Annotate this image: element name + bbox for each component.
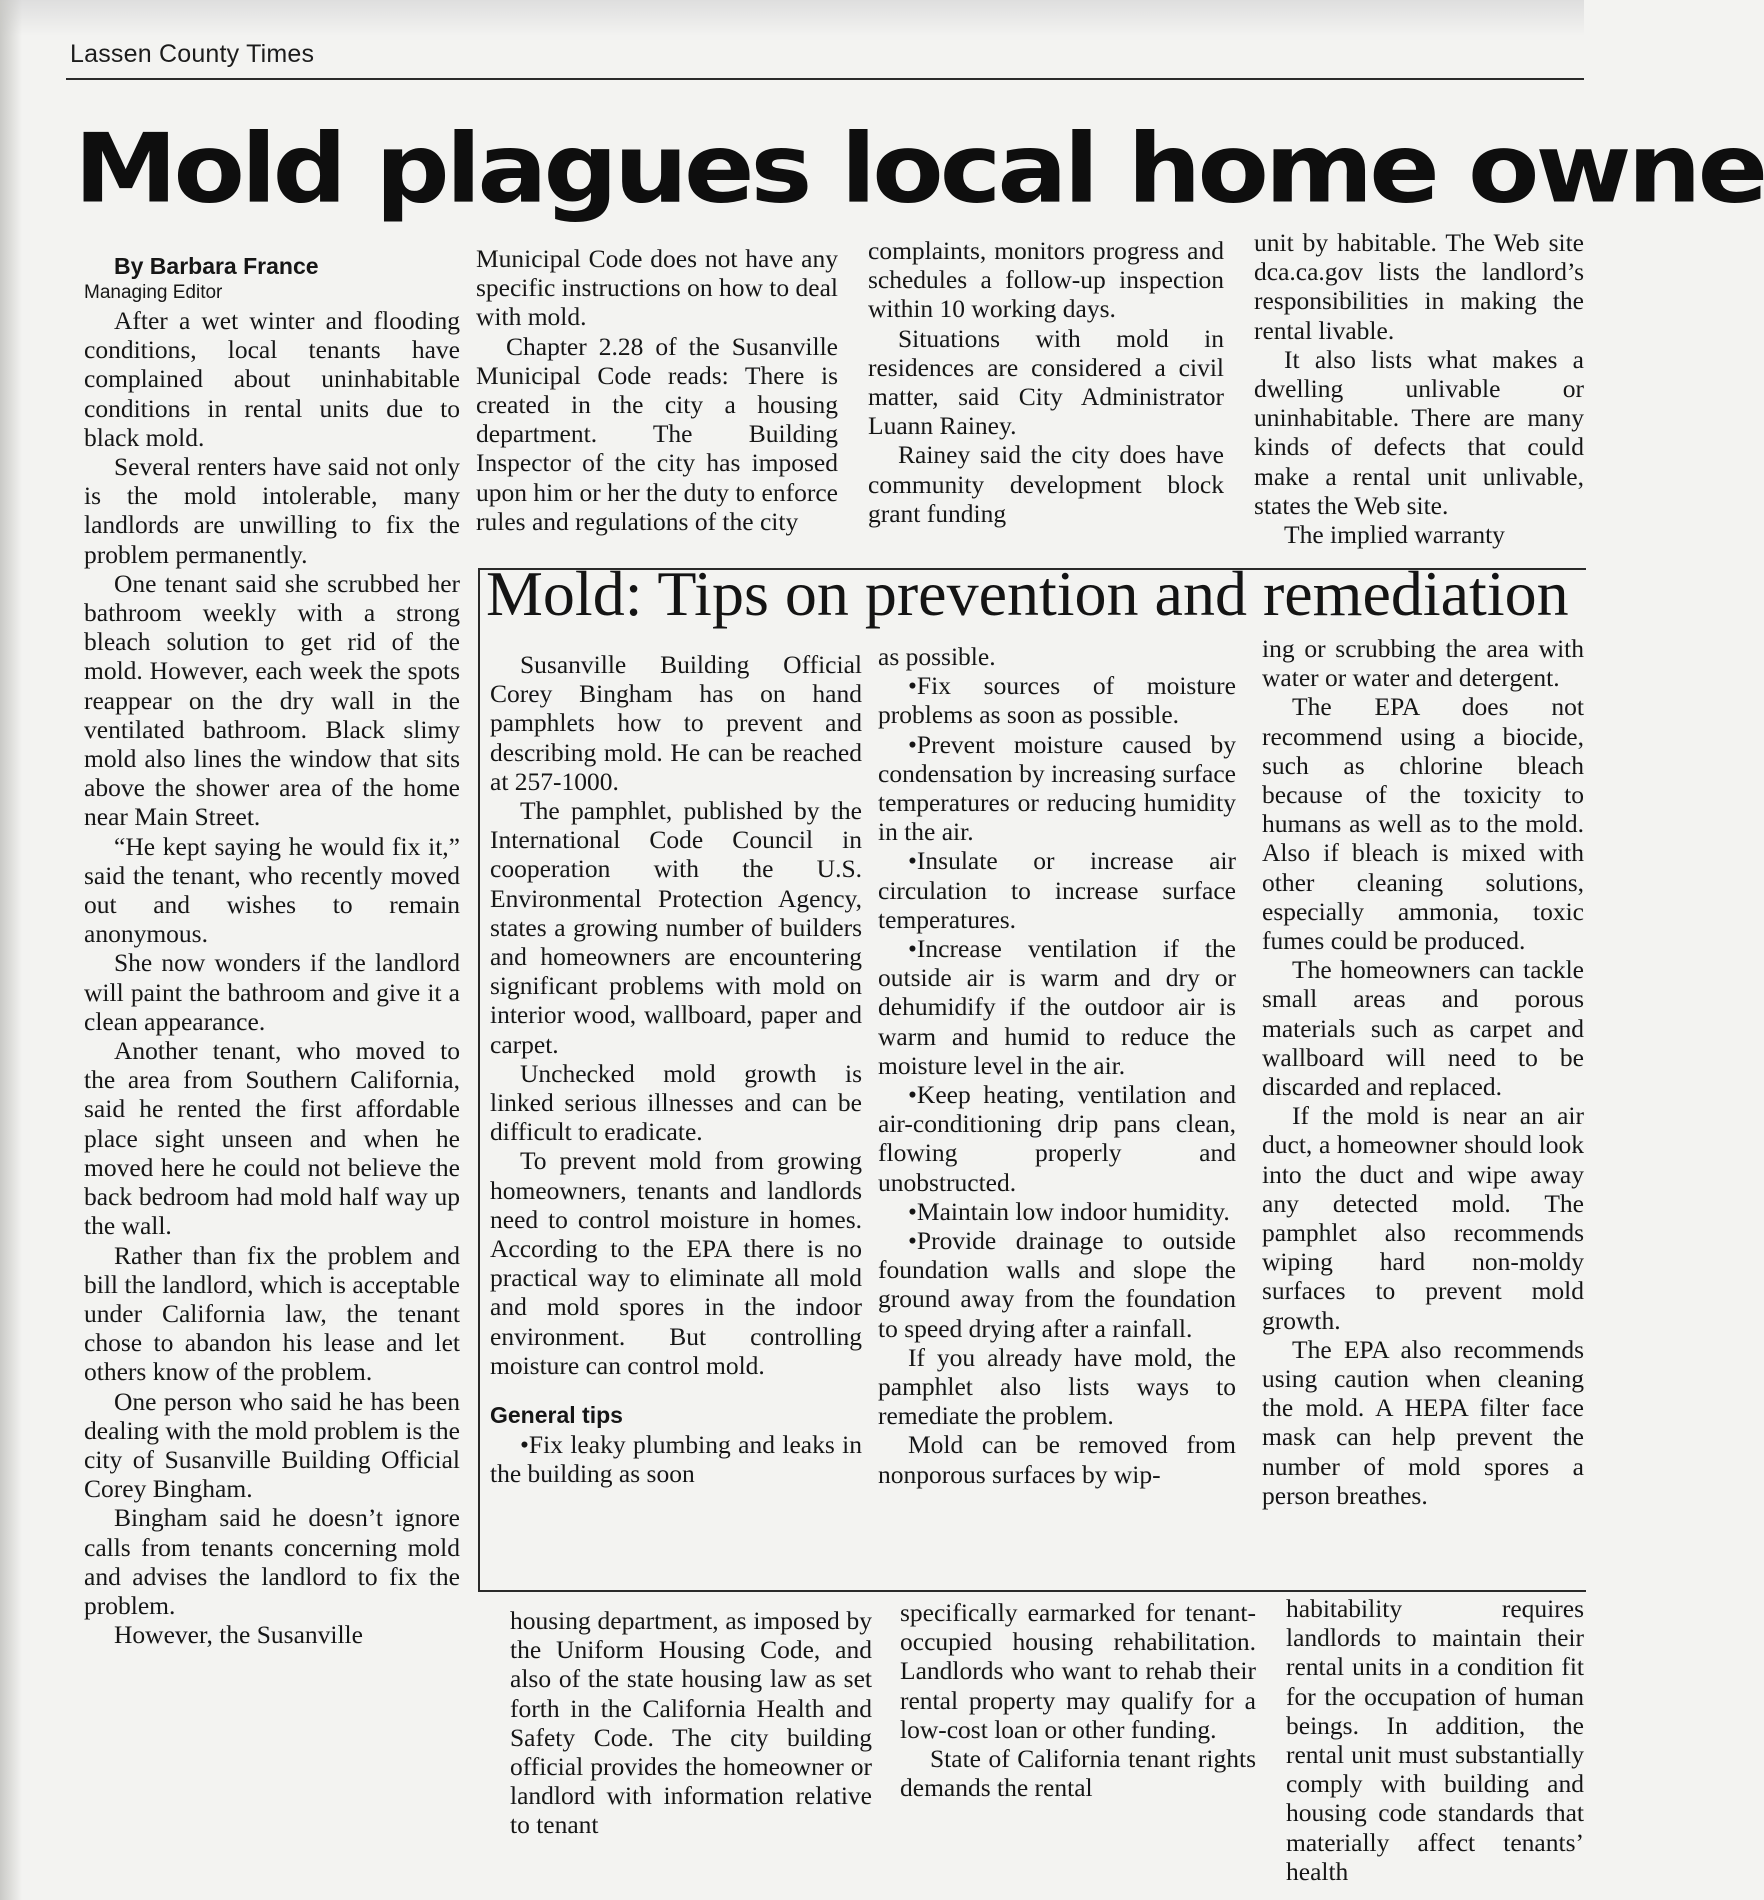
paragraph: Municipal Code does not have any specific instructions on how to deal with mold.	[476, 244, 838, 332]
paragraph: State of California tenant rights demands the rental	[900, 1744, 1256, 1803]
article-column-2-lower	[510, 1606, 872, 1840]
paper-fold-shadow	[0, 0, 1584, 36]
sidebar-subhead: General tips	[490, 1402, 623, 1429]
sidebar-title: Mold: Tips on prevention and remediation	[486, 558, 1569, 629]
paragraph: Susanville Building Official Corey Bingham has on hand pamphlets how to prevent and describing mold. He can be reached at 257-1000.	[490, 650, 862, 796]
article-column-2	[476, 244, 838, 536]
paragraph: Another tenant, who moved to the area from Southern California, said he rented the first affordable place sight unseen and when he moved here he could not believe the back bedroom had mold half way up the wall.	[84, 1036, 460, 1241]
paragraph: The EPA does not recommend using a biocide, such as chlorine bleach because of the toxicity to humans as well as to the mold. Also if bleach is mixed with other cleaning solutions, especially ammonia, toxic fumes could be produced.	[1262, 692, 1584, 956]
paragraph: The implied warranty	[1284, 520, 1505, 550]
tip-item: •Prevent moisture caused by condensation by increasing surface temperatures or reducing humidity in the air.	[878, 729, 1236, 847]
tip-item: •Increase ventilation if the outside air is warm and dry or dehumidify if the outdoor air is warm and humid to reduce the moisture level in the air.	[878, 934, 1236, 1080]
article-column-1	[84, 252, 460, 1649]
tip-item: •Maintain low indoor humidity.	[908, 1196, 1230, 1226]
paragraph: The homeowners can tackle small areas and porous materials such as carpet and wallboard will need to be discarded and replaced.	[1262, 955, 1584, 1102]
paragraph: Rainey said the city does have community development block grant funding	[868, 440, 1224, 528]
paragraph: Bingham said he doesn’t ignore calls from tenants concerning mold and advises the landlord to fix the problem.	[84, 1503, 460, 1620]
tip-item: •Fix sources of moisture problems as soon as possible.	[878, 671, 1236, 730]
paragraph: habitability requires landlords to maintain their rental units in a condition fit for the occupation of human beings. In addition, the rental unit must substantially comply with building and housing code standards that materially affect tenants’ health	[1286, 1594, 1584, 1886]
paragraph: Situations with mold in residences are considered a civil matter, said City Administrator Luann Rainey.	[868, 323, 1224, 441]
paragraph: housing department, as imposed by the Uniform Housing Code, and also of the state housing law as set forth in the California Health and Safety Code. The city building official provides the homeowner or landlord with information relative to tenant	[510, 1606, 872, 1840]
paragraph: Several renters have said not only is the mold intolerable, many landlords are unwilling to fix the problem permanently.	[84, 452, 460, 569]
byline: By Barbara France	[114, 253, 319, 279]
paragraph: If the mold is near an air duct, a homeowner should look into the duct and wipe away any detected mold. The pamphlet also recommends wiping hard non-moldy surfaces to prevent mold growth.	[1262, 1101, 1584, 1335]
paragraph: The pamphlet, published by the International Code Council in cooperation with the U.S. Environmental Protection Agency, states a growing number of builders and homeowners are encountering significant problems with mold on interior wood, wallboard, paper and carpet.	[490, 796, 862, 1059]
publication-name: Lassen County Times	[70, 40, 315, 68]
paragraph: complaints, monitors progress and schedules a follow-up inspection within 10 working days.	[868, 236, 1224, 324]
article-column-3	[868, 236, 1224, 528]
paragraph: specifically earmarked for tenant-occupied housing rehabilitation. Landlords who want to rehab their rental property may qualify for a low-cost loan or other funding.	[900, 1598, 1256, 1744]
paragraph: unit by habitable. The Web site dca.ca.gov lists the landlord’s responsibilities in making the rental livable.	[1254, 228, 1584, 345]
article-column-3-lower	[900, 1598, 1256, 1802]
article-column-4-lower	[1286, 1594, 1584, 1886]
byline-role: Managing Editor	[84, 282, 223, 303]
tip-item: •Fix leaky plumbing and leaks in the building as soon	[490, 1430, 862, 1489]
sidebar-column-1	[490, 650, 862, 1488]
paragraph: “He kept saying he would fix it,” said the tenant, who recently moved out and wishes to remain anonymous.	[84, 831, 460, 949]
sidebar-column-3	[1262, 634, 1584, 1510]
paragraph: It also lists what makes a dwelling unlivable or uninhabitable. There are many kinds of defects that could make a rental unit unlivable, states the Web site.	[1254, 344, 1584, 520]
paragraph: To prevent mold from growing homeowners, tenants and landlords need to control moisture in homes. According to the EPA there is no practical way to eliminate all mold and mold spores in the indoor environment. But controlling moisture can control mold.	[490, 1146, 862, 1380]
paragraph: as possible.	[878, 642, 996, 671]
paragraph: One person who said he has been dealing with the mold problem is the city of Susanville Building Official Corey Bingham.	[84, 1386, 460, 1504]
tip-item: •Insulate or increase air circulation to increase surface temperatures.	[878, 846, 1236, 934]
headline: Mold plagues local home owne	[74, 112, 1764, 225]
paragraph: Chapter 2.28 of the Susanville Municipal Code reads: There is created in the city a housing department. The Building Inspector of the city has imposed upon him or her the duty to enforce rules and regulations of the city	[476, 331, 838, 536]
paragraph: Unchecked mold growth is linked serious illnesses and can be difficult to eradicate.	[490, 1058, 862, 1147]
paragraph: However, the Susanville	[114, 1620, 363, 1650]
header-rule	[66, 78, 1584, 80]
tip-item: •Keep heating, ventilation and air-conditioning drip pans clean, flowing properly and unobstructed.	[878, 1080, 1236, 1197]
article-column-4	[1254, 228, 1584, 549]
paragraph: One tenant said she scrubbed her bathroom weekly with a strong bleach solution to get rid of the mold. However, each week the spots reappear on the dry wall in the ventilated bathroom. Black slimy mold also lines the window that sits above the shower area of the home near Main Street.	[84, 568, 460, 832]
tip-item: •Provide drainage to outside foundation walls and slope the ground away from the foundation to speed drying after a rainfall.	[878, 1226, 1236, 1343]
paragraph: Mold can be removed from nonporous surfaces by wip-	[878, 1430, 1236, 1489]
paragraph: She now wonders if the landlord will paint the bathroom and give it a clean appearance.	[84, 948, 460, 1036]
paragraph: The EPA also recommends using caution when cleaning the mold. A HEPA filter face mask can help prevent the number of mold spores a person breathes.	[1262, 1334, 1584, 1510]
paragraph: After a wet winter and flooding conditions, local tenants have complained about uninhabitable conditions in rental units due to black mold.	[84, 306, 460, 452]
paragraph: If you already have mold, the pamphlet also lists ways to remediate the problem.	[878, 1342, 1236, 1431]
page-edge-shadow	[0, 0, 22, 1900]
paragraph: Rather than fix the problem and bill the landlord, which is acceptable under California law, the tenant chose to abandon his lease and let others know of the problem.	[84, 1240, 460, 1387]
paragraph: ing or scrubbing the area with water or water and detergent.	[1262, 634, 1584, 693]
sidebar-column-2	[878, 642, 1236, 1489]
